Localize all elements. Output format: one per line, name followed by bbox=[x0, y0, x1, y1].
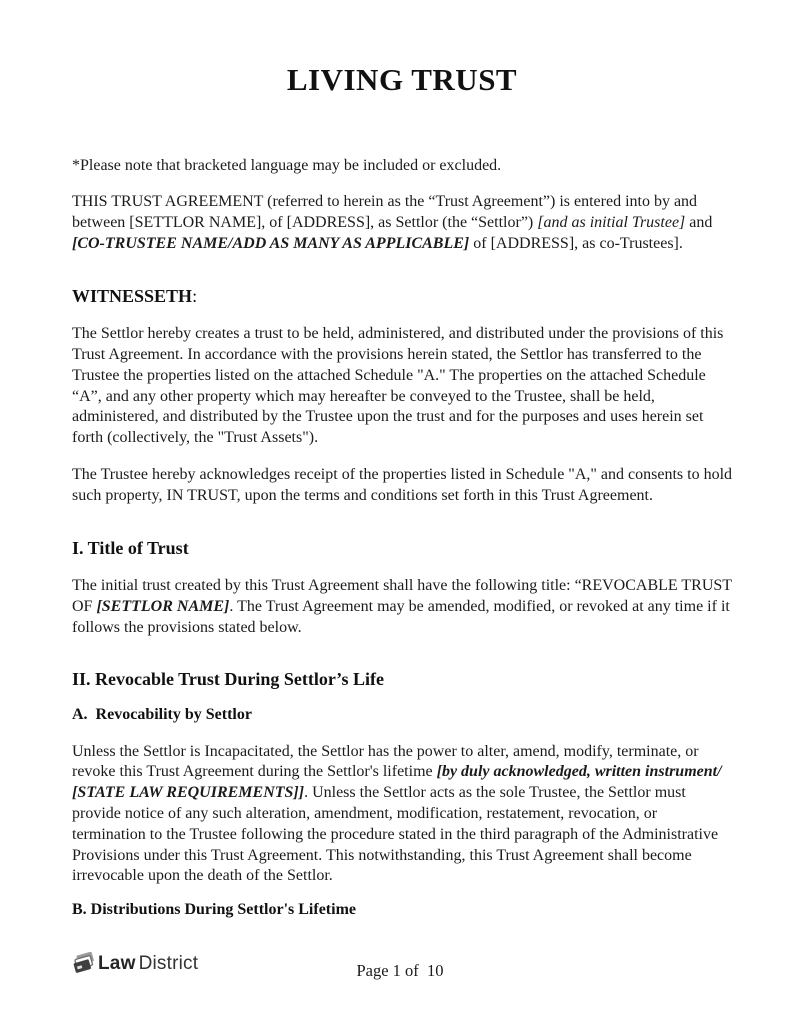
page-number: Page 1 of 10 bbox=[356, 961, 444, 980]
section-heading bbox=[72, 668, 732, 691]
document-body bbox=[72, 156, 732, 921]
text-run: THIS TRUST AGREEMENT (referred to herein as the “Trust Agreement”) is entered into by and between [SETTLOR NAME], of [ADDRESS], as Settlor (the “Settlor”) bbox=[72, 193, 698, 232]
logo-text-law: Law bbox=[98, 952, 136, 974]
text-run: B. Distributions During Settlor's Lifetime bbox=[72, 901, 356, 919]
text-run: . Unless the Settlor acts as the sole Trustee, the Settlor must provide notice of any such alteration, amendment, modification, restatement, revocation, or termination to the Trustee following the procedure stated in the third paragraph of the Administrative Provisions under this Trust Agreement. This notwithstanding, this Trust Agreement shall become irrevocable upon the death of the Settlor. bbox=[72, 784, 719, 885]
text-run: of [ADDRESS], as co-Trustees]. bbox=[469, 235, 683, 253]
text-run: [SETTLOR NAME] bbox=[96, 597, 230, 615]
note bbox=[72, 156, 732, 177]
text-run: II. Revocable Trust During Settlor’s Life bbox=[72, 669, 384, 690]
paragraph bbox=[72, 324, 732, 449]
section-heading bbox=[72, 537, 732, 560]
text-run: Unless the Settlor is Incapacitated, the Settlor has the power to alter, amend, modify, terminate, or revoke this Trust Agreement during the Settlor's lifetime bbox=[72, 742, 699, 781]
paragraph bbox=[72, 576, 732, 638]
sub-heading bbox=[72, 900, 732, 921]
text-run: [and as initial Trustee] bbox=[537, 214, 686, 232]
text-run: and bbox=[685, 214, 713, 232]
text-run: *Please note that bracketed language may be included or excluded. bbox=[72, 156, 502, 174]
text-run: The Settlor hereby creates a trust to be held, administered, and distributed under the provisions of this Trust Agreement. In accordance with the provisions herein stated, the Settlor has transferred to the Trustee the properties listed on the attached Schedule "A." The properties on the attached Schedule “A”, and any other property which may hereafter be conveyed to the Trustee, shall be held, administered, and distributed by the Trustee upon the trust and for the purposes and uses herein set forth (collectively, the "Trust Assets"). bbox=[72, 325, 724, 447]
text-run: [CO-TRUSTEE NAME/ADD AS MANY AS APPLICABLE] bbox=[72, 235, 470, 253]
document-title: LIVING TRUST bbox=[286, 62, 518, 97]
sub-heading bbox=[72, 705, 732, 726]
text-run: I. Title of Trust bbox=[72, 537, 189, 558]
page-footer bbox=[72, 950, 732, 990]
text-run: . The Trust Agreement may be amended, modified, or revoked at any time if it follows the provisions stated below. bbox=[72, 597, 730, 636]
paragraph bbox=[72, 742, 732, 888]
paragraph bbox=[72, 465, 732, 507]
section-heading bbox=[72, 285, 732, 308]
text-run: WITNESSETH bbox=[72, 285, 193, 306]
logo-text-district: District bbox=[138, 952, 199, 974]
text-run: : bbox=[192, 285, 198, 306]
text-run: A. Revocability by Settlor bbox=[72, 705, 252, 723]
paragraph bbox=[72, 192, 732, 254]
text-run: The initial trust created by this Trust Agreement shall have the following title: “REVOCABLE TRUST OF bbox=[72, 576, 732, 615]
text-run: [by duly acknowledged, written instrument/ [STATE LAW REQUIREMENTS]] bbox=[72, 763, 722, 802]
text-run: The Trustee hereby acknowledges receipt of the properties listed in Schedule "A," and consents to hold such property, IN TRUST, upon the terms and conditions set forth in this Trust Agreement. bbox=[72, 466, 733, 504]
